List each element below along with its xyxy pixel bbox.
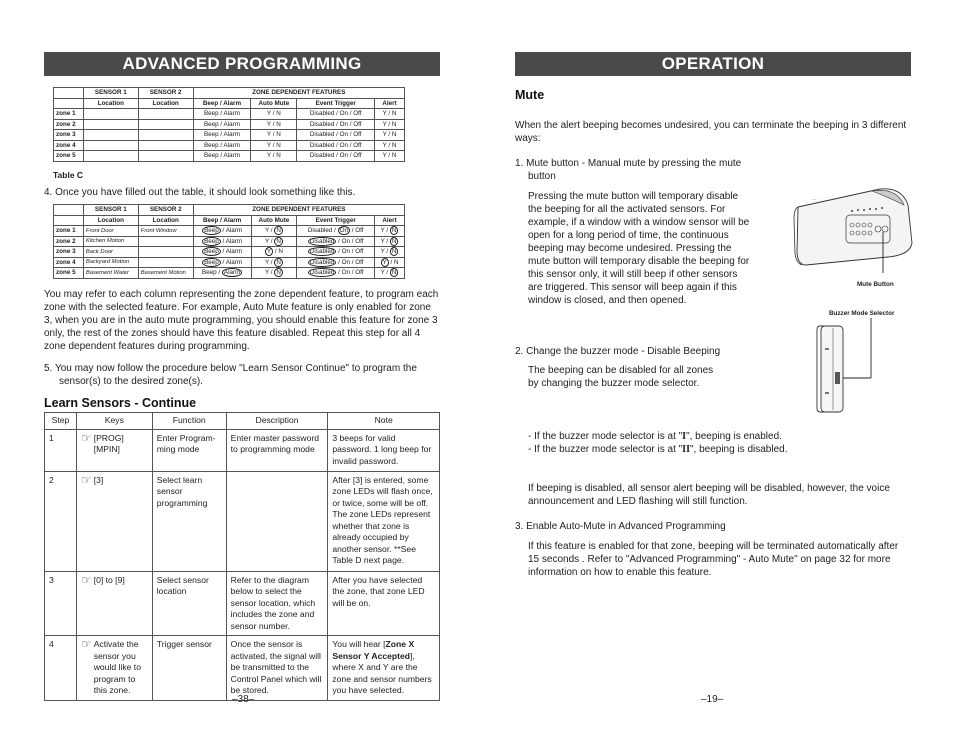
- option-n: N: [276, 237, 281, 245]
- option-ay: Y: [380, 248, 385, 256]
- table-cell: Beep / Alarm: [193, 140, 251, 151]
- table-cell: Y / N: [251, 130, 297, 141]
- option-an: N: [391, 227, 397, 235]
- page-number: –38–: [232, 694, 255, 705]
- item-3-body: If this feature is enabled for that zone, beeping will be terminated automatically after 15 seconds . Refer to "Advanced Programming" - Auto Mute" on page 32 for more information on how to enable this feature.: [528, 541, 899, 578]
- zone-label: zone 1: [54, 109, 84, 120]
- table-row: [54, 268, 405, 279]
- header-sensor2: SENSOR 2: [138, 88, 193, 99]
- step-row: [45, 471, 440, 571]
- alert-cell: Y / N: [375, 257, 405, 268]
- step-4-text: 4. Once you have filled out the table, it should look something like this.: [44, 187, 356, 198]
- header-empty: [54, 215, 84, 226]
- table-cell: Y / N: [251, 109, 297, 120]
- buzzer-mode-selector-label: Buzzer Mode Selector: [829, 310, 895, 317]
- step-note: After you have selected the zone, that zone LED will be on.: [328, 571, 440, 636]
- paragraph-zone-features: You may refer to each column representing the zone dependent feature, to program each zone with the selected feature. For example, Auto Mute feature is only enabled for zone 3, when you are in the auto mute programming, you should enable this feature for zone 3 only, the rest of the zones should have this feature disabled. Repeat this step for all 4 zone dependent features during programming.: [44, 289, 439, 352]
- auto-mute-cell: Y / N: [251, 257, 297, 268]
- table-row: [54, 140, 405, 151]
- option-y: Y: [266, 248, 272, 256]
- table-cell: Y / N: [375, 151, 405, 162]
- event-trigger-cell: Disabled / On / Off: [297, 247, 375, 258]
- beep-alarm-cell: Beep / Alarm: [193, 268, 251, 279]
- option-dis: Disabled: [309, 269, 335, 277]
- option-off: Off: [355, 269, 364, 277]
- step-note: After [3] is entered, some zone LEDs will flash once, or twice, some will be off. The zone LEDs represent whether that zone is already occupied by another sensor. **See Table D next page.: [328, 471, 440, 571]
- keys-text: [PROG] [MPIN]: [93, 432, 124, 454]
- column-header: Function: [152, 413, 226, 430]
- option-n: N: [278, 248, 283, 256]
- sensor1-location: Backyard Motion: [83, 257, 138, 268]
- item-3-title: 3. Enable Auto-Mute in Advanced Programming: [515, 521, 726, 532]
- note-post: ], where X and Y are the zone and sensor numbers you have selected.: [332, 650, 432, 695]
- table-cell: Disabled / On / Off: [297, 130, 375, 141]
- item-1-title: 1. Mute button - Manual mute by pressing the mute button: [515, 158, 742, 182]
- page-number: –19–: [701, 694, 724, 705]
- mode-symbol-one: I: [682, 431, 687, 442]
- table-row: [54, 226, 405, 237]
- alert-cell: Y / N: [375, 247, 405, 258]
- option-beep: Beep: [204, 258, 219, 266]
- header-empty: [54, 98, 84, 109]
- keys-wrap: [80, 572, 148, 587]
- table-cell: Beep / Alarm: [193, 151, 251, 162]
- step-number: 2: [45, 471, 77, 571]
- svg-text:~~: ~~: [812, 197, 817, 202]
- table-cell: Beep / Alarm: [193, 119, 251, 130]
- learn-sensors-table: [44, 412, 440, 701]
- column-header: Alert: [375, 98, 405, 109]
- column-header: Auto Mute: [251, 98, 297, 109]
- beep-alarm-cell: Beep / Alarm: [193, 236, 251, 247]
- option-on: On: [341, 237, 351, 245]
- table-row: [54, 130, 405, 141]
- table-cell: Disabled / On / Off: [297, 151, 375, 162]
- step-function: Enter Program-ming mode: [152, 429, 226, 471]
- table-cell: [83, 130, 138, 141]
- header-zone-features: ZONE DEPENDENT FEATURES: [193, 205, 404, 216]
- step-row: [45, 571, 440, 636]
- option-dis: Disabled: [309, 237, 335, 245]
- option-on: On: [341, 248, 351, 256]
- option-beep: Beep: [204, 227, 219, 235]
- zone-label: zone 5: [54, 268, 84, 279]
- zone-label: zone 3: [54, 130, 84, 141]
- option-ay: Y: [380, 269, 385, 277]
- mute-button-label: Mute Button: [857, 281, 894, 288]
- column-header: Beep / Alarm: [193, 215, 251, 226]
- sensor2-location: Basement Motion: [138, 268, 193, 279]
- table-cell: [138, 140, 193, 151]
- event-trigger-cell: Disabled / On / Off: [297, 268, 375, 279]
- header-sensor2: SENSOR 2: [138, 205, 193, 216]
- column-header: Step: [45, 413, 77, 430]
- option-alarm: Alarm: [225, 248, 243, 256]
- option-dis: Disabled: [309, 248, 335, 256]
- alert-cell: Y / N: [375, 226, 405, 237]
- zone-label: zone 2: [54, 119, 84, 130]
- table-row: [54, 151, 405, 162]
- table-cell: [138, 109, 193, 120]
- keys-wrap: [80, 472, 148, 487]
- step-number: 1: [45, 429, 77, 471]
- table-row: [54, 257, 405, 268]
- auto-mute-cell: Y / N: [251, 247, 297, 258]
- pointing-hand-icon: ☞: [80, 430, 92, 445]
- column-header: Event Trigger: [297, 215, 375, 226]
- column-header: Beep / Alarm: [193, 98, 251, 109]
- column-header: Keys: [76, 413, 152, 430]
- zone-label: zone 1: [54, 226, 84, 237]
- keys-text: [3]: [93, 474, 104, 485]
- option-ay: Y: [382, 258, 387, 266]
- option-ay: Y: [380, 227, 385, 235]
- sensor1-location: Front Door: [83, 226, 138, 237]
- step-function: Select sensor location: [152, 571, 226, 636]
- intro-text: When the alert beeping becomes undesired, you can terminate the beeping in 3 different ways:: [515, 120, 907, 144]
- beep-alarm-cell: Beep / Alarm: [193, 247, 251, 258]
- section-title-mute: Mute: [515, 88, 545, 102]
- table-cell: [138, 151, 193, 162]
- zone-label: zone 2: [54, 236, 84, 247]
- table-cell: [83, 109, 138, 120]
- paragraph-beeping-disabled: If beeping is disabled, all sensor alert beeping will be disabled, however, the voice announcement and LED flashing will still function.: [528, 483, 890, 507]
- step-note: [328, 636, 440, 701]
- keys-wrap: [80, 430, 148, 456]
- item-1-body: Pressing the mute button will temporary disable the beeping for all the activated sensors. For example, if a window with a window sensor will be open for a long period of time, the continuous beeping may become undesired. Pressing the mute button will temporary disable the beeping for this sensor only, it will still beep if other sensors are triggered. This sensor will beep again if this window is closed, and then opened.: [528, 191, 750, 306]
- option-off: Off: [355, 227, 364, 235]
- event-trigger-cell: Disabled / On / Off: [297, 236, 375, 247]
- column-header: Location: [83, 215, 138, 226]
- option-n: N: [276, 269, 281, 277]
- table-cell: Y / N: [251, 140, 297, 151]
- option-dis: Disabled: [309, 258, 335, 266]
- column-header: Auto Mute: [251, 215, 297, 226]
- table-cell: Y / N: [251, 151, 297, 162]
- option-beep: Beep: [204, 248, 219, 256]
- zone-label: zone 4: [54, 140, 84, 151]
- beep-alarm-cell: Beep / Alarm: [193, 257, 251, 268]
- step-keys: [76, 571, 152, 636]
- event-trigger-cell: Disabled / On / Off: [297, 226, 375, 237]
- option-an: N: [391, 248, 397, 256]
- right-page: [515, 0, 911, 738]
- zone-table-filled: [53, 204, 405, 279]
- control-panel-illustration: [792, 183, 914, 273]
- auto-mute-cell: Y / N: [251, 226, 297, 237]
- table-row: [54, 236, 405, 247]
- left-page: [44, 0, 440, 738]
- table-cell: Y / N: [375, 140, 405, 151]
- event-trigger-cell: Disabled / On / Off: [297, 257, 375, 268]
- step-description: [226, 471, 328, 571]
- column-header: Event Trigger: [297, 98, 375, 109]
- option-on: On: [341, 269, 351, 277]
- step-number: 3: [45, 571, 77, 636]
- option-y: Y: [264, 237, 270, 245]
- page-banner-advanced-programming: ADVANCED PROGRAMMING: [44, 52, 440, 76]
- auto-mute-cell: Y / N: [251, 268, 297, 279]
- option-alarm: Alarm: [225, 237, 243, 245]
- auto-mute-cell: Y / N: [251, 236, 297, 247]
- item-2-body: The beeping can be disabled for all zones by changing the buzzer mode selector.: [528, 365, 714, 389]
- beep-alarm-cell: Beep / Alarm: [193, 226, 251, 237]
- column-header: Location: [138, 215, 193, 226]
- step-function: Select learn sensor programming: [152, 471, 226, 571]
- table-cell: Disabled / On / Off: [297, 119, 375, 130]
- column-header: Note: [328, 413, 440, 430]
- step-description: Once the sensor is activated, the signal will be transmitted to the Control Panel which will be stored.: [226, 636, 328, 701]
- step-keys: [76, 471, 152, 571]
- table-cell: Y / N: [375, 109, 405, 120]
- sensor1-location: Back Door: [83, 247, 138, 258]
- option-off: Off: [355, 237, 364, 245]
- mode-enabled-line: - If the buzzer mode selector is at "I", beeping is enabled.: [528, 431, 782, 442]
- option-n: N: [276, 258, 281, 266]
- buzzer-mode-selector-illustration: [805, 318, 885, 416]
- table-cell: [138, 119, 193, 130]
- table-cell: Y / N: [375, 130, 405, 141]
- option-on: On: [341, 258, 351, 266]
- option-alarm: Alarm: [223, 269, 241, 277]
- zone-label: zone 3: [54, 247, 84, 258]
- step-note: 3 beeps for valid password. 1 long beep for invalid password.: [328, 429, 440, 471]
- option-an: N: [393, 258, 399, 266]
- column-header: Location: [83, 98, 138, 109]
- alert-cell: Y / N: [375, 236, 405, 247]
- table-row: [54, 109, 405, 120]
- column-header: Alert: [375, 215, 405, 226]
- alert-cell: Y / N: [375, 268, 405, 279]
- table-cell: [138, 130, 193, 141]
- pointing-hand-icon: ☞: [80, 472, 92, 487]
- note-bold: Zone X Sensor Y Accepted: [332, 639, 415, 661]
- zone-label: zone 5: [54, 151, 84, 162]
- step-description: Refer to the diagram below to select the sensor location, which includes the zone and sensor number.: [226, 571, 328, 636]
- pointing-hand-icon: ☞: [80, 572, 92, 587]
- header-sensor1: SENSOR 1: [83, 88, 138, 99]
- table-cell: [83, 140, 138, 151]
- option-off: Off: [355, 258, 364, 266]
- option-y: Y: [264, 227, 270, 235]
- page-banner-operation: OPERATION: [515, 52, 911, 76]
- option-y: Y: [264, 269, 270, 277]
- item-2-title: 2. Change the buzzer mode - Disable Beeping: [515, 346, 721, 357]
- sensor1-location: Basement Water: [83, 268, 138, 279]
- option-alarm: Alarm: [225, 258, 243, 266]
- option-beep: Beep: [201, 269, 217, 277]
- table-cell: Y / N: [375, 119, 405, 130]
- zone-table-blank: [53, 87, 405, 162]
- step-row: [45, 429, 440, 471]
- keys-wrap: [81, 639, 148, 697]
- option-on: On: [339, 227, 349, 235]
- sensor2-location: Front Window: [138, 226, 193, 237]
- column-header: Description: [226, 413, 328, 430]
- step-row: [45, 636, 440, 701]
- table-cell: Beep / Alarm: [193, 109, 251, 120]
- note-pre: You will hear [: [332, 639, 386, 649]
- table-cell: Disabled / On / Off: [297, 109, 375, 120]
- sensor2-location: [138, 257, 193, 268]
- sensor1-location: Kitchen Motion: [83, 236, 138, 247]
- option-beep: Beep: [204, 237, 219, 245]
- table-c-label: Table C: [53, 170, 84, 180]
- sensor2-location: [138, 247, 193, 258]
- option-dis: Disabled: [307, 227, 333, 235]
- zone-label: zone 4: [54, 257, 84, 268]
- mode-symbol-two: II: [682, 444, 690, 455]
- header-sensor1: SENSOR 1: [83, 205, 138, 216]
- option-an: N: [391, 269, 397, 277]
- sensor2-location: [138, 236, 193, 247]
- option-off: Off: [355, 248, 364, 256]
- table-cell: [83, 119, 138, 130]
- keys-text: [0] to [9]: [93, 574, 125, 585]
- step-keys: [76, 636, 152, 701]
- table-cell: [83, 151, 138, 162]
- section-title-learn-sensors: Learn Sensors - Continue: [44, 396, 197, 410]
- table-row: [54, 247, 405, 258]
- column-header: Location: [138, 98, 193, 109]
- step-function: Trigger sensor: [152, 636, 226, 701]
- keys-text: Activate the sensor you would like to program to this zone.: [93, 639, 141, 695]
- step-description: Enter master password to programming mode: [226, 429, 328, 471]
- step-5-text: 5. You may now follow the procedure below "Learn Sensor Continue" to program the sensor(s) to the desired zone(s).: [44, 363, 417, 387]
- option-n: N: [276, 227, 281, 235]
- mode-disabled-line: - If the buzzer mode selector is at "II", beeping is disabled.: [528, 444, 788, 455]
- table-cell: Beep / Alarm: [193, 130, 251, 141]
- header-zone-features: ZONE DEPENDENT FEATURES: [193, 88, 404, 99]
- table-cell: Disabled / On / Off: [297, 140, 375, 151]
- pointing-hand-icon: ☞: [80, 637, 92, 651]
- option-ay: Y: [380, 237, 385, 245]
- option-an: N: [391, 237, 397, 245]
- option-y: Y: [264, 258, 270, 266]
- step-keys: [76, 429, 152, 471]
- table-cell: Y / N: [251, 119, 297, 130]
- table-row: [54, 119, 405, 130]
- step-number: 4: [45, 636, 77, 701]
- option-alarm: Alarm: [225, 227, 243, 235]
